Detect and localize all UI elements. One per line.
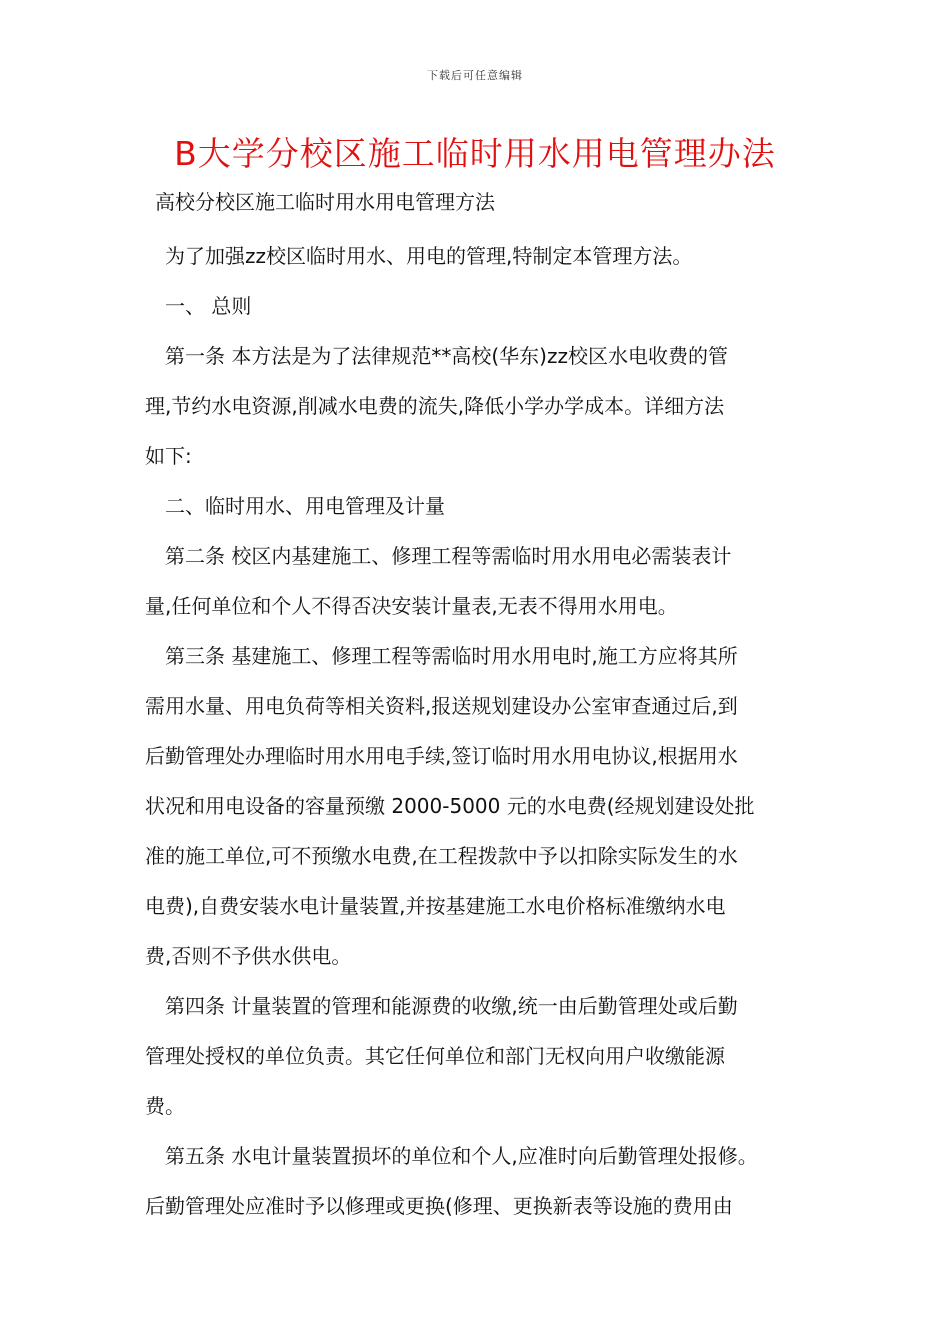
paragraph-line: 为了加强zz校区临时用水、用电的管理,特制定本管理方法。 — [165, 244, 693, 268]
paragraph-line: 管理处授权的单位负责。其它任何单位和部门无权向用户收缴能源 — [145, 1044, 725, 1068]
section-heading: 一、 总则 — [165, 294, 252, 318]
paragraph-line: 第二条 校区内基建施工、修理工程等需临时用水用电必需装表计 — [165, 544, 732, 568]
paragraph-line: 量,任何单位和个人不得否决安装计量表,无表不得用水用电。 — [145, 594, 678, 618]
paragraph-line: 状况和用电设备的容量预缴 2000-5000 元的水电费(经规划建设处批 — [145, 794, 755, 818]
paragraph-line: 费。 — [145, 1094, 185, 1118]
document-subtitle: 高校分校区施工临时用水用电管理方法 — [155, 190, 495, 214]
paragraph-line: 第三条 基建施工、修理工程等需临时用水用电时,施工方应将其所 — [165, 644, 738, 668]
paragraph-line: 费,否则不予供水供电。 — [145, 944, 352, 968]
paragraph-line: 第五条 水电计量装置损坏的单位和个人,应准时向后勤管理处报修。 — [165, 1144, 758, 1168]
document-body — [145, 231, 825, 1231]
paragraph-line: 第一条 本方法是为了法律规范**高校(华东)zz校区水电收费的管 — [165, 344, 728, 368]
document-title: B大学分校区施工临时用水用电管理办法 — [174, 134, 776, 173]
header-note: 下载后可任意编辑 — [427, 69, 523, 82]
paragraph-line: 准的施工单位,可不预缴水电费,在工程拨款中予以扣除实际发生的水 — [145, 844, 738, 868]
paragraph-line: 需用水量、用电负荷等相关资料,报送规划建设办公室审查通过后,到 — [145, 694, 738, 718]
paragraph-line: 如下: — [145, 444, 192, 468]
paragraph-line: 后勤管理处应准时予以修理或更换(修理、更换新表等设施的费用由 — [145, 1194, 733, 1218]
paragraph-line: 第四条 计量装置的管理和能源费的收缴,统一由后勤管理处或后勤 — [165, 994, 738, 1018]
paragraph-line: 后勤管理处办理临时用水用电手续,签订临时用水用电协议,根据用水 — [145, 744, 738, 768]
paragraph-line: 理,节约水电资源,削减水电费的流失,降低小学办学成本。详细方法 — [145, 394, 725, 418]
paragraph-line: 电费),自费安装水电计量装置,并按基建施工水电价格标准缴纳水电 — [145, 894, 726, 918]
section-heading: 二、临时用水、用电管理及计量 — [165, 494, 445, 518]
